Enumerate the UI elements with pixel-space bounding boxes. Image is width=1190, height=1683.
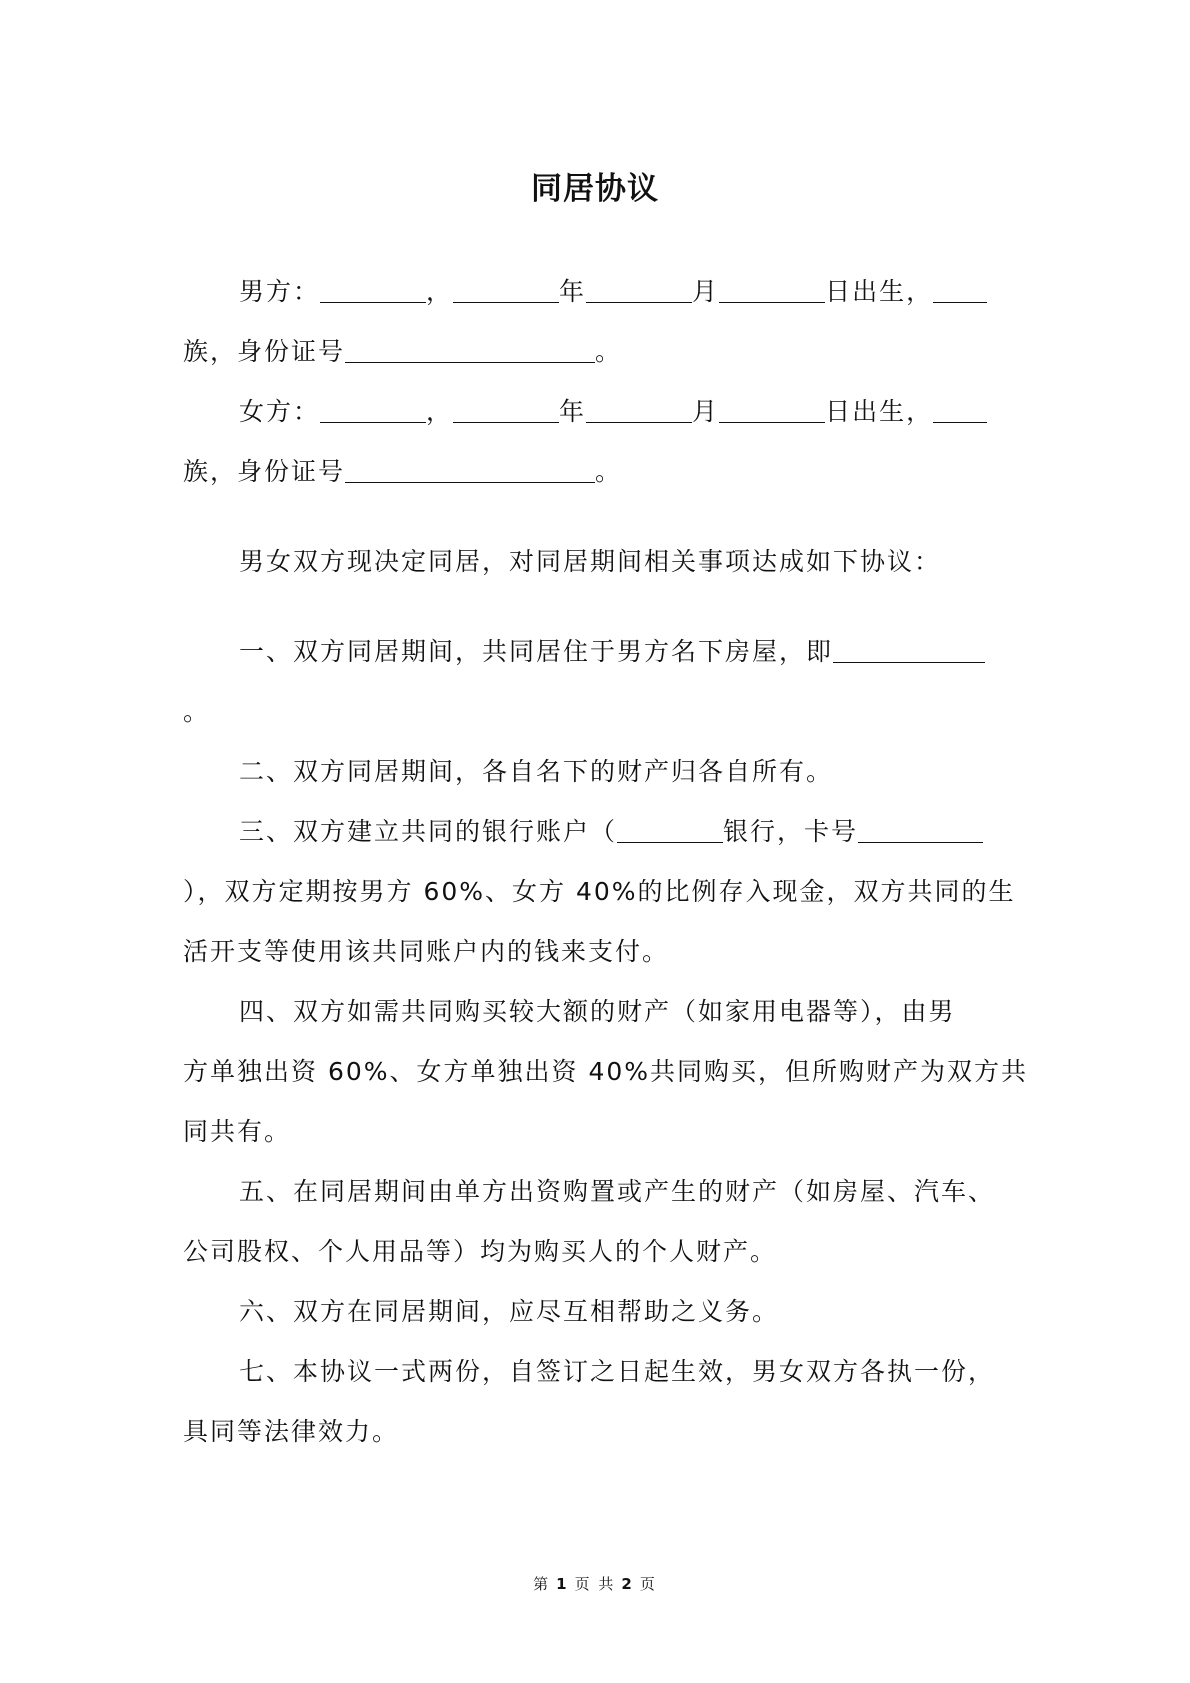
clause-2: 二、双方同居期间，各自名下的财产归各自所有。 bbox=[239, 757, 834, 786]
clause-4-line-1: 四、双方如需共同购买较大额的财产（如家用电器等），由男 bbox=[239, 997, 956, 1026]
id-label: 族，身份证号 bbox=[183, 337, 346, 366]
male-party-line bbox=[183, 262, 1013, 322]
address-blank[interactable] bbox=[833, 636, 985, 663]
month-blank[interactable] bbox=[586, 276, 692, 303]
clause-7-line-1: 七、本协议一式两份，自签订之日起生效，男女双方各执一份， bbox=[239, 1357, 996, 1386]
page-footer bbox=[0, 1573, 1190, 1594]
name-blank[interactable] bbox=[320, 276, 426, 303]
period: 。 bbox=[595, 457, 623, 486]
month-blank[interactable] bbox=[586, 396, 692, 423]
male-id-line bbox=[183, 322, 1013, 382]
clause-1-line-1 bbox=[183, 622, 1013, 682]
spacer bbox=[183, 502, 1013, 532]
clause-3-text: 三、双方建立共同的银行账户（ bbox=[239, 817, 618, 846]
year-label: 年 bbox=[559, 277, 587, 306]
footer-middle: 页 共 bbox=[574, 1575, 616, 1593]
footer-prefix: 第 bbox=[533, 1575, 551, 1593]
birth-label: 日出生， bbox=[825, 397, 934, 426]
clause-3-line-1 bbox=[183, 802, 1013, 862]
year-blank[interactable] bbox=[453, 396, 559, 423]
clause-4-line-2: 方单独出资 60%、女方单独出资 40%共同购买，但所购财产为双方共 bbox=[183, 1057, 1029, 1086]
id-number-blank[interactable] bbox=[345, 456, 595, 483]
day-blank[interactable] bbox=[719, 276, 825, 303]
bank-blank[interactable] bbox=[617, 816, 723, 843]
name-blank[interactable] bbox=[320, 396, 426, 423]
bank-label: 银行，卡号 bbox=[723, 817, 859, 846]
ethnic-blank[interactable] bbox=[933, 276, 987, 303]
birth-label: 日出生， bbox=[825, 277, 934, 306]
comma: ， bbox=[426, 397, 454, 426]
female-party-line bbox=[183, 382, 1013, 442]
year-label: 年 bbox=[559, 397, 587, 426]
clause-5-line-2: 公司股权、个人用品等）均为购买人的个人财产。 bbox=[183, 1237, 778, 1266]
ethnic-blank[interactable] bbox=[933, 396, 987, 423]
day-blank[interactable] bbox=[719, 396, 825, 423]
clause-3-line-2: ），双方定期按男方 60%、女方 40%的比例存入现金，双方共同的生 bbox=[183, 877, 1016, 906]
document-title: 同居协议 bbox=[531, 171, 659, 207]
intro-paragraph: 男女双方现决定同居，对同居期间相关事项达成如下协议： bbox=[239, 547, 942, 576]
male-label: 男方： bbox=[239, 277, 321, 306]
comma: ， bbox=[426, 277, 454, 306]
page-number: 1 bbox=[556, 1575, 569, 1593]
clause-3-line-3: 活开支等使用该共同账户内的钱来支付。 bbox=[183, 937, 670, 966]
id-number-blank[interactable] bbox=[345, 336, 595, 363]
clause-7-line-2: 具同等法律效力。 bbox=[183, 1417, 400, 1446]
month-label: 月 bbox=[692, 277, 720, 306]
clause-1-text: 一、双方同居期间，共同居住于男方名下房屋，即 bbox=[239, 637, 834, 666]
clause-5-line-1: 五、在同居期间由单方出资购置或产生的财产（如房屋、汽车、 bbox=[239, 1177, 996, 1206]
month-label: 月 bbox=[692, 397, 720, 426]
period: 。 bbox=[595, 337, 623, 366]
year-blank[interactable] bbox=[453, 276, 559, 303]
page-total: 2 bbox=[621, 1575, 634, 1593]
female-label: 女方： bbox=[239, 397, 321, 426]
footer-suffix: 页 bbox=[639, 1575, 657, 1593]
card-number-blank[interactable] bbox=[858, 816, 983, 843]
female-id-line bbox=[183, 442, 1013, 502]
id-label: 族，身份证号 bbox=[183, 457, 346, 486]
clause-6: 六、双方在同居期间，应尽互相帮助之义务。 bbox=[239, 1297, 780, 1326]
clause-4-line-3: 同共有。 bbox=[183, 1117, 292, 1146]
document-body bbox=[183, 262, 1029, 1462]
clause-1-line-2: 。 bbox=[183, 697, 211, 726]
spacer bbox=[183, 592, 1013, 622]
